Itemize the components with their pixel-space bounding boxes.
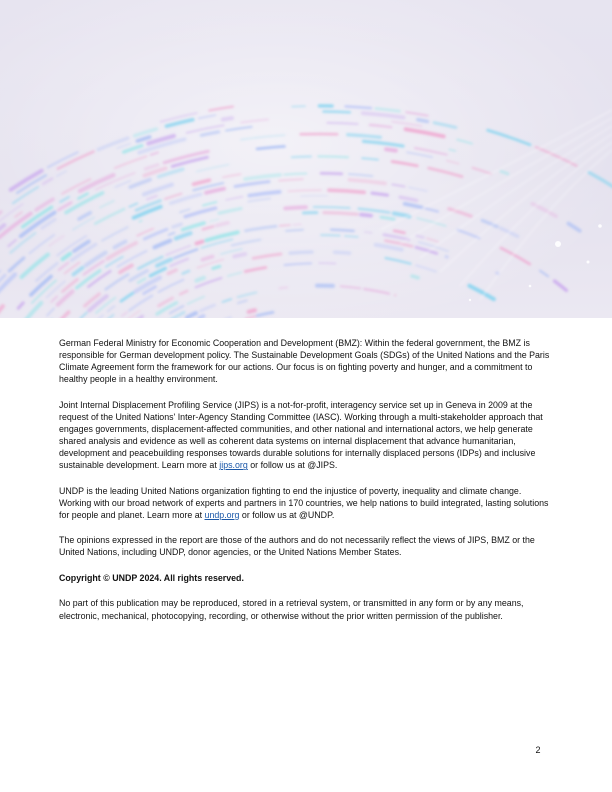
data-stream-arc [199,316,203,318]
disclaimer-paragraph: The opinions expressed in the report are those of the authors and do not necessarily reflect the views of JIPS, BMZ or the United Nations, including UNDP, donor agencies, or the United Nations Member States. [59,535,535,558]
data-stream-arc [234,254,245,257]
data-stream-arc [249,310,255,312]
data-stream-arc [381,217,394,219]
sparkle-dot [598,224,602,228]
data-stream-arc [280,287,288,288]
data-stream-arc [372,193,388,195]
undp-text: UNDP is the leading United Nations organization fighting to end the injustice of poverty, inequality and climate change. Working with our broad network of experts and partners in 170 countries, we help nations to build integrated, lasting solutions for people and planet. Learn more at [59,485,549,520]
data-stream-arc [361,215,371,216]
undp-link[interactable]: undp.org [204,509,240,520]
data-stream-arc [323,112,350,113]
undp-follow-text: or follow us at @UNDP. [239,509,335,520]
copyright-notice: Copyright © UNDP 2024. All rights reserved. [59,572,244,583]
page-number: 2 [535,745,541,755]
data-stream-arc [324,213,357,215]
data-stream-arc [292,106,306,107]
sparkle-dot [469,299,471,301]
data-stream-arc [290,252,312,253]
data-stream-arc [280,225,290,226]
jips-paragraph [59,399,553,472]
data-stream-arc [497,273,498,274]
sparkle-dot [529,285,532,288]
data-stream-arc [196,242,202,244]
data-stream-arc [321,173,342,174]
sparkle-dot [587,261,590,264]
data-stream-arc [321,235,340,236]
data-stream-arc [335,252,350,253]
data-stream-arc [418,120,428,122]
jips-text: Joint Internal Displacement Profiling Service (JIPS) is a not-for-profit, interagency service set up in Geneva in 2009 at the request of the United Nations' Inter-Agency Standing Committee (IASC). Working through a multi-stakeholder approach that engages governments, displacement-affected communities, and other national and international actors, we help generate shared analysis and evidence as well as coherent data systems on internal displacement that advance humanitarian, development and peacebuilding responses towards durable solutions for internally displaced persons (IDPs) and inclusive sustainable development. Learn more at [59,399,543,471]
jips-follow-text: or follow us at @JIPS. [247,460,338,471]
data-stream-arc [386,149,396,150]
data-stream-arc [318,156,348,157]
data-stream-arc [292,157,312,158]
undp-paragraph [59,485,553,521]
jips-link[interactable]: jips.org [219,460,248,471]
globe-data-streams-illustration [0,0,612,318]
publication-info [59,337,553,635]
data-stream-arc [329,190,364,192]
data-stream-arc [213,266,220,268]
data-stream-arc [223,118,232,120]
bmz-paragraph: German Federal Ministry for Economic Cooperation and Development (BMZ): Within the federal government, the BMZ is responsible for German development policy. The Sustainable Development Goals (SDGs) of the United Nations and the Paris Climate Agreement form the framework for our actions. Our focus is on fighting poverty and hunger, and a commitment to healthy people in a healthy environment. [59,338,550,385]
hero-image [0,0,612,318]
data-stream-arc [196,278,204,281]
sparkle-dot [555,241,561,247]
rights-paragraph: No part of this publication may be reproduced, stored in a retrieval system, or transmitted in any form or by any means, electronic, mechanical, photocopying, recording, or otherwise without the prior written permission of the publisher. [59,598,524,621]
data-stream-arc [331,230,354,231]
data-stream-arc [285,207,306,208]
data-stream-arc [412,276,418,278]
